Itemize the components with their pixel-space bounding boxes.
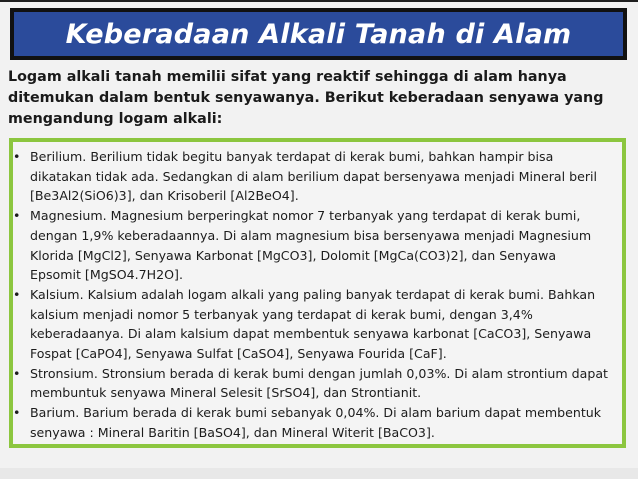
list-item-text: Berilium. Berilium tidak begitu banyak terdapat di kerak bumi, bahkan hampir bisa dikatakan tidak ada. Sedangkan di alam berilium dapat bersenyawa menjadi Mineral beril [Be3Al2(SiO6)3], dan Krisoberil [Al2BeO4]. [30,149,598,204]
list-item-text: Stronsium. Stronsium berada di kerak bumi dengan jumlah 0,03%. Di alam strontium dapat membuntuk senyawa Mineral Selesit [SrSO4], dan Strontianit. [30,365,608,401]
list-item-stronsium [10,364,610,403]
list-item-magnesium [10,206,610,285]
bullet-icon: • [13,208,21,224]
list-item-text: Magnesium. Magnesium berperingkat nomor 7 terbanyak yang terdapat di kerak bumi, dengan 1,9% keberadaannya. Di alam magnesium bisa bersenyawa menjadi Magnesium Klorida [MgCl2], Senyawa Karbonat [MgCO3], Dolomit [MgCa(CO3)2], dan Senyawa Epsomit [MgSO4.7H2O]. [30,208,592,283]
bottom-strip [0,468,638,479]
list-item-berilium [10,147,610,206]
list-item-barium [10,403,610,442]
bullet-list [10,147,610,443]
bullet-icon: • [13,286,21,302]
bullet-icon: • [13,365,21,381]
top-border-line [0,0,638,2]
bullet-icon: • [13,405,21,421]
list-item-text: Barium. Barium berada di kerak bumi sebanyak 0,04%. Di alam barium dapat membentuk senyawa : Mineral Baritin [BaSO4], dan Mineral Witerit [BaCO3]. [30,405,602,440]
list-item-text: Kalsium. Kalsium adalah logam alkali yang paling banyak terdapat di kerak bumi. Bahkan kalsium menjadi nomor 5 terbanyak yang terdapat di kerak bumi, dengan 3,4% keberadaanya. Di alam kalsium dapat membentuk senyawa karbonat [CaCO3], Senyawa Fospat [CaPO4], Senyawa Sulfat [CaSO4], Senyawa Fourida [CaF]. [30,286,596,362]
slide-title: Keberadaan Alkali Tanah di Alam [65,18,572,50]
bullet-icon: • [13,149,21,164]
title-banner [10,8,627,60]
list-item-kalsium [10,285,610,364]
intro-paragraph: Logam alkali tanah memilii sifat yang reaktif sehingga di alam hanya ditemukan dalam bentuk senyawanya. Berikut keberadaan senyawa yang mengandung logam alkali: [8,69,604,127]
